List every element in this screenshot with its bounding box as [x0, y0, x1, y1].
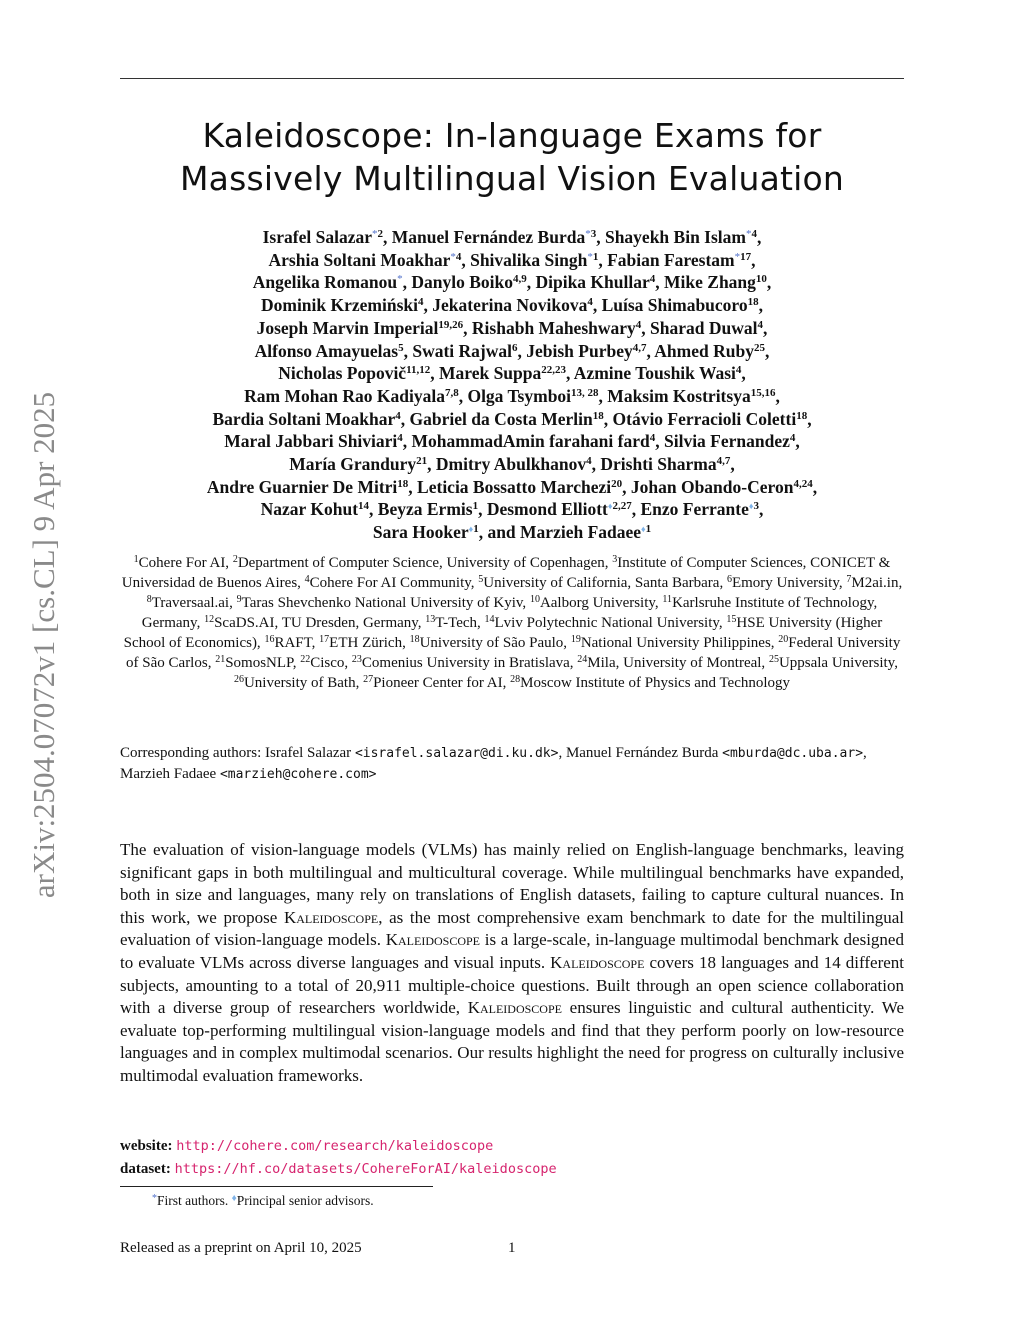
affiliation-number: 10 [529, 594, 540, 605]
affiliation-text: HSE University (Higher School of Economics), [123, 615, 883, 651]
affiliation-text: Institute of Computer Sciences, CONICET & Universidad de Buenos Aires, [121, 555, 891, 591]
affiliation-number: 4 [304, 574, 310, 585]
affiliation-number: 19 [570, 634, 581, 645]
footnote-rule [120, 1186, 433, 1187]
affiliation-number: 2 [232, 554, 238, 565]
affiliation-number: 22 [300, 654, 311, 665]
senior-advisor-mark: ♦ [748, 501, 754, 512]
author-line-12: Andre Guarnier De Mitri$^{18}$, Leticia Bossatto Marchezi$^{20}$, Johan Obando-Ceron$^{4,24}$, [206, 476, 818, 497]
affiliation-number: 16 [264, 634, 275, 645]
corresponding-authors: Corresponding authors: Israfel Salazar <israfel.salazar@di.ku.dk>, Manuel Fernández Burda <mburda@dc.uba.ar>, Marzieh Fadaee <marzieh@cohere.com> [120, 745, 867, 782]
affiliation-number: 15 [726, 614, 737, 625]
affiliation-text: Lviv Polytechnic National University, [494, 615, 727, 631]
title-line-2: Massively Multilingual Vision Evaluation [179, 159, 845, 198]
affiliation-text: Traversaal.ai, [151, 595, 237, 611]
affiliation-text: M2ai.in, [851, 575, 903, 591]
affiliation-text: Mila, University of Montreal, [587, 655, 769, 671]
abstract: The evaluation of vision-language models (VLMs) has mainly relied on English-language benchmarks, leaving significant gaps in both multilingual and multicultural coverage. While multilingual benchmarks have expanded, both in size and languages, many rely on translations of English datasets, failing to capture cultural nuances. In this work, we propose Kaleidoscope, as the most comprehensive exam benchmark to date for the multilingual evaluation of vision-language models. Kaleidoscope is a large-scale, in-language multimodal benchmark designed to evaluate VLMs across diverse languages and visual inputs. Kaleidoscope covers 18 languages and 14 different subjects, amounting to a total of 20,911 multiple-choice questions. Built through an open science collaboration with a diverse group of researchers worldwide, Kaleidoscope ensures linguistic and cultural authenticity. We evaluate top-performing multilingual vision-language models and find that they perform poorly on low-resource languages and in complex multimodal scenarios. Our results highlight the need for progress on culturally inclusive multimodal evaluation frameworks. [120, 840, 905, 1085]
author-line-14: Sara Hooker$^{♦1}$, and Marzieh Fadaee$^{♦1}$ [372, 522, 652, 543]
website-label: website: [120, 1138, 173, 1154]
author-line-9: Bardia Soltani Moakhar$^4$, Gabriel da Costa Merlin$^{18}$, Otávio Ferracioli Coletti$^{18}$, [212, 408, 812, 429]
affiliation-number: 12 [204, 614, 215, 625]
affiliation-text: Cohere For AI Community, [309, 575, 479, 591]
affiliation-number: 7 [846, 574, 852, 585]
senior-advisor-mark: ♦ [468, 524, 474, 535]
author-list [120, 226, 904, 544]
top-rule [120, 78, 904, 79]
affiliations [120, 553, 904, 693]
paper-title [120, 114, 904, 200]
page-number: 1 [508, 1240, 516, 1256]
author-line-13: Nazar Kohut$^{14}$, Beyza Ermis$^1$, Desmond Elliott$^{♦2,27}$, Enzo Ferrante$^{♦3}$, [260, 499, 764, 520]
preprint-note: Released as a preprint on April 10, 2025 [120, 1240, 362, 1256]
affiliation-text: T-Tech, [435, 615, 485, 631]
affiliation-number: 11 [662, 594, 673, 605]
author-line-7: Nicholas Popovič$^{11,12}$, Marek Suppa$^{22,23}$, Azmine Toushik Wasi$^4$, [278, 363, 746, 384]
author-line-4: Dominik Krzemiński$^4$, Jekaterina Novikova$^4$, Luísa Shimabucoro$^{18}$, [260, 295, 764, 316]
affiliation-text: Cisco, [310, 655, 352, 671]
resource-links [120, 1135, 557, 1181]
affiliation-number: 14 [484, 614, 495, 625]
affiliation-number: 25 [768, 654, 779, 665]
affiliation-text: Federal University of São Carlos, [126, 635, 901, 671]
affiliation-number: 8 [146, 594, 152, 605]
affiliation-text: ScaDS.AI, TU Dresden, Germany, [214, 615, 426, 631]
affiliation-text: Department of Computer Science, University of Copenhagen, [237, 555, 613, 571]
senior-advisor-mark: ♦ [607, 501, 613, 512]
affiliation-text: University of Bath, [243, 675, 364, 691]
email-link[interactable]: <israfel.salazar@di.ku.dk> [354, 746, 559, 761]
affiliation-text: Cohere For AI, [138, 555, 233, 571]
affiliation-text: Aalborg University, [539, 595, 663, 611]
affiliation-text: Karlsruhe Institute of Technology, Germany, [141, 595, 878, 631]
arxiv-identifier-stamp: arXiv:2504.07072v1 [cs.CL] 9 Apr 2025 [26, 391, 61, 899]
affiliation-number: 3 [612, 554, 618, 565]
footnote: *First authors. ♦Principal senior advisors. [152, 1193, 374, 1208]
affiliation-text: Moscow Institute of Physics and Technology [520, 675, 791, 691]
author-line-3: Angelika Romanou*, Danylo Boiko$^{4,9}$, Dipika Khullar$^4$, Mike Zhang$^{10}$, [252, 272, 772, 293]
affiliation-number: 13 [425, 614, 436, 625]
author-line-1: Israfel Salazar$^{*2}$, Manuel Fernández Burda$^{*3}$, Shayekh Bin Islam$^{*4}$, [262, 227, 762, 247]
affiliation-text: Emory University, [731, 575, 847, 591]
title-line-1: Kaleidoscope: In-language Exams for [202, 116, 822, 155]
author-line-2: Arshia Soltani Moakhar$^{*4}$, Shivalika Singh$^{*1}$, Fabian Farestam$^{*17}$, [268, 249, 756, 270]
email-link[interactable]: <mburda@dc.uba.ar> [722, 746, 864, 761]
affiliation-text: RAFT, [274, 635, 320, 651]
affiliation-text: Pioneer Center for AI, [373, 675, 511, 691]
author-line-10: Maral Jabbari Shiviari$^4$, MohammadAmin farahani fard$^4$, Silvia Fernandez$^4$, [224, 431, 800, 452]
affiliation-text: Uppsala University, [778, 655, 898, 671]
affiliation-number: 20 [778, 634, 789, 645]
affiliation-number: 5 [478, 574, 484, 585]
affiliation-text: University of California, Santa Barbara, [483, 575, 727, 591]
dataset-link[interactable]: https://hf.co/datasets/CohereForAI/kaleidoscope [174, 1161, 557, 1177]
author-line-6: Alfonso Amayuelas$^5$, Swati Rajwal$^6$, Jebish Purbey$^{4,7}$, Ahmed Ruby$^{25}$, [254, 340, 770, 361]
affiliation-number: 1 [133, 554, 139, 565]
affiliation-text: National University Philippines, [580, 635, 779, 651]
affiliation-number: 18 [409, 634, 420, 645]
affiliation-text: University of São Paulo, [419, 635, 571, 651]
affiliation-number: 17 [319, 634, 330, 645]
affiliation-number: 9 [236, 594, 242, 605]
author-line-5: Joseph Marvin Imperial$^{19,26}$, Rishabh Maheshwary$^4$, Sharad Duwal$^4$, [256, 317, 768, 338]
affiliation-number: 24 [577, 654, 588, 665]
email-link[interactable]: <marzieh@cohere.com> [219, 767, 377, 782]
affiliation-number: 26 [233, 674, 244, 685]
affiliation-text: Taras Shevchenko National University of Kyiv, [241, 595, 530, 611]
affiliation-number: 21 [215, 654, 226, 665]
senior-advisor-mark: ♦ [641, 524, 646, 535]
dataset-label: dataset: [120, 1161, 171, 1177]
website-link[interactable]: http://cohere.com/research/kaleidoscope [176, 1138, 494, 1154]
affiliation-number: 6 [726, 574, 732, 585]
author-line-11: María Grandury$^{21}$, Dmitry Abulkhanov$^4$, Drishti Sharma$^{4,7}$, [289, 454, 735, 475]
affiliation-number: 28 [510, 674, 521, 685]
affiliation-text: SomosNLP, [225, 655, 301, 671]
author-line-8: Ram Mohan Rao Kadiyala$^{7,8}$, Olga Tsymboi$^{13, 28}$, Maksim Kostritsya$^{15,16}$, [244, 385, 780, 406]
affiliation-number: 23 [351, 654, 362, 665]
affiliation-number: 27 [363, 674, 374, 685]
affiliation-text: Comenius University in Bratislava, [361, 655, 578, 671]
affiliation-text: ETH Zürich, [329, 635, 410, 651]
